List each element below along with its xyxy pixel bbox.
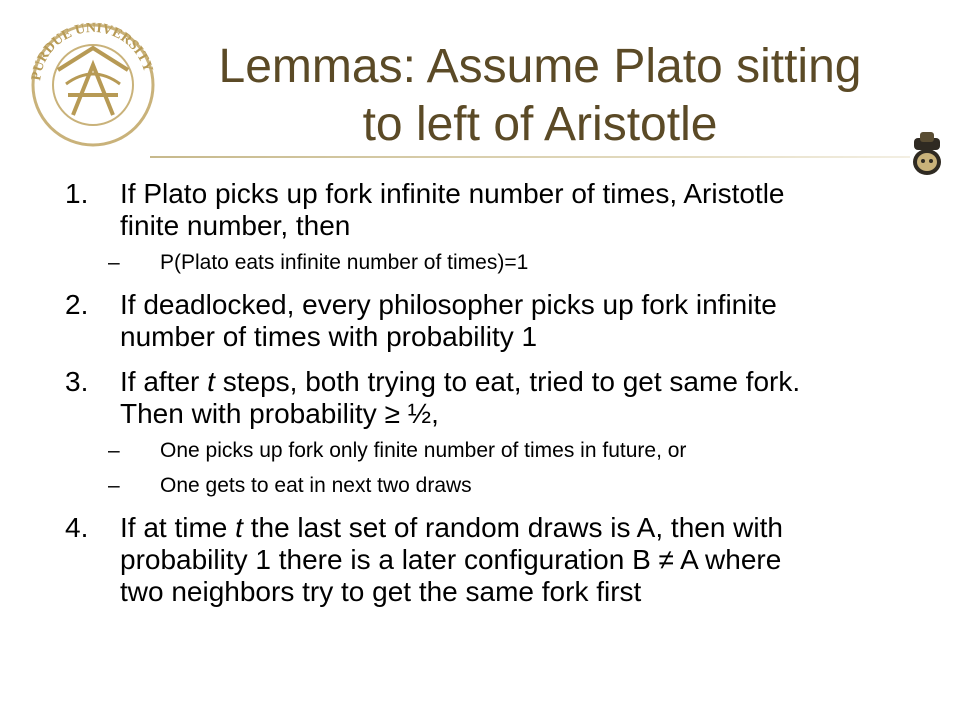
title-line-2: to left of Aristotle (362, 98, 718, 151)
lemma-text: If after t steps, both trying to eat, tried to get same fork. Then with probability ≥ ½, (120, 366, 801, 429)
title-line-1: Lemmas: Assume Plato sitting (218, 40, 862, 93)
purdue-pete-icon (906, 132, 948, 178)
lemma-text: If deadlocked, every philosopher picks up fork infinite number of times with probability 1 (120, 289, 777, 352)
lemma-number: 3. (65, 366, 89, 397)
lemma-text: If at time t the last set of random draws is A, then with probability 1 there is a later configuration B ≠ A where two neighbors try to get the same fork first (120, 512, 783, 607)
title-divider (150, 156, 910, 158)
lemma-text: If Plato picks up fork infinite number of times, Aristotle finite number, then (120, 178, 785, 241)
slide-title (150, 38, 930, 154)
lemma-number: 4. (65, 512, 89, 543)
purdue-seal-logo (28, 20, 158, 150)
lemma-number: 1. (65, 178, 89, 209)
seal-lettering: PURDUE UNIVERSITY (29, 20, 156, 82)
lemma-number: 2. (65, 289, 89, 320)
